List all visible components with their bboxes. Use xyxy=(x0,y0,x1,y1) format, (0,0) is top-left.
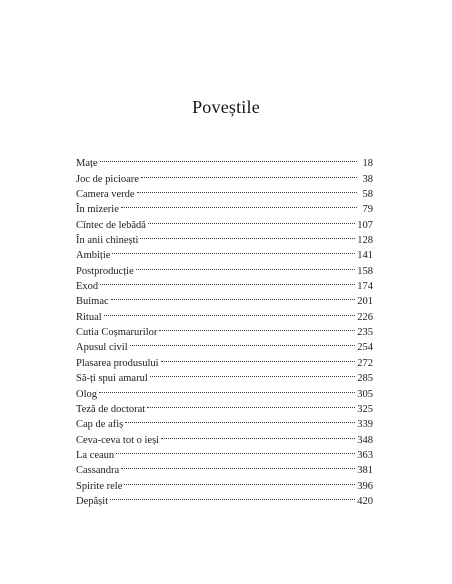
toc-entry xyxy=(76,443,373,461)
toc-entry-title: În anii chinești xyxy=(76,235,139,247)
toc-entry-title: Cutia Coșmarurilor xyxy=(76,327,158,339)
dot-leader xyxy=(146,397,356,412)
toc-entry-title: La ceaun xyxy=(76,449,115,461)
dot-leader xyxy=(135,258,357,273)
dot-leader xyxy=(147,212,356,227)
dot-leader xyxy=(120,197,358,212)
dot-leader xyxy=(109,489,356,504)
toc-entry-page-number: 128 xyxy=(357,235,373,247)
toc-entry-title: Ritual xyxy=(76,311,102,323)
dot-leader xyxy=(124,412,356,427)
toc-entry xyxy=(76,397,373,415)
toc-entry-page-number: 174 xyxy=(357,281,373,293)
toc-entry-title: Exod xyxy=(76,281,99,293)
toc-entry-page-number: 38 xyxy=(362,173,373,185)
dot-leader xyxy=(160,427,356,442)
toc-entry xyxy=(76,212,373,231)
toc-entry-page-number: 254 xyxy=(357,342,373,354)
dot-leader xyxy=(98,381,356,396)
toc-entry xyxy=(76,289,373,308)
dot-leader xyxy=(99,274,356,289)
toc-entry xyxy=(76,197,373,216)
toc-entry-page-number: 272 xyxy=(357,357,373,369)
dot-leader xyxy=(136,182,358,197)
toc-entry-page-number: 396 xyxy=(357,480,373,492)
toc-entry xyxy=(76,381,373,400)
toc-entry xyxy=(76,489,373,507)
toc-entry-page-number: 339 xyxy=(357,419,373,431)
toc-entry-title: Cassandra xyxy=(76,465,120,477)
dot-leader xyxy=(120,458,356,473)
toc-entry-title: Postproducție xyxy=(76,265,134,277)
toc-entry-page-number: 58 xyxy=(362,189,373,201)
toc-entry xyxy=(76,304,373,323)
toc-entry-page-number: 107 xyxy=(357,219,373,231)
toc-entry-title: Olog xyxy=(76,388,97,400)
toc-entry xyxy=(76,473,373,492)
dot-leader xyxy=(123,473,356,488)
dot-leader xyxy=(158,320,356,335)
toc-entry xyxy=(76,151,373,170)
table-of-contents xyxy=(76,151,373,507)
toc-entry-title: Ceva-ceva tot o ieși xyxy=(76,434,160,446)
dot-leader xyxy=(99,151,358,166)
dot-leader xyxy=(140,166,358,181)
toc-entry-page-number: 141 xyxy=(357,250,373,262)
toc-entry-title: Apusul civil xyxy=(76,342,128,354)
toc-entry-title: Buimac xyxy=(76,296,109,308)
toc-entry xyxy=(76,258,373,277)
dot-leader xyxy=(103,304,357,319)
dot-leader xyxy=(149,366,357,381)
toc-entry-title: Depășit xyxy=(76,495,109,507)
dot-leader xyxy=(115,443,356,458)
toc-entry xyxy=(76,243,373,262)
toc-entry xyxy=(76,274,373,293)
toc-entry xyxy=(76,458,373,477)
toc-entry-page-number: 420 xyxy=(357,495,373,507)
toc-entry-page-number: 18 xyxy=(362,158,373,170)
toc-entry xyxy=(76,166,373,185)
dot-leader xyxy=(160,350,357,365)
toc-entry-page-number: 325 xyxy=(357,403,373,415)
toc-entry-page-number: 363 xyxy=(357,449,373,461)
toc-entry-page-number: 285 xyxy=(357,373,373,385)
toc-entry-page-number: 348 xyxy=(357,434,373,446)
toc-entry-page-number: 158 xyxy=(357,265,373,277)
dot-leader xyxy=(139,228,356,243)
toc-entry-title: Cîntec de lebădă xyxy=(76,219,146,231)
dot-leader xyxy=(129,335,357,350)
toc-entry-title: Să-ți spui amarul xyxy=(76,373,148,385)
toc-entry xyxy=(76,320,373,339)
dot-leader xyxy=(110,289,357,304)
toc-entry-page-number: 201 xyxy=(357,296,373,308)
toc-entry-page-number: 226 xyxy=(357,311,373,323)
toc-entry-title: Plasarea produsului xyxy=(76,357,159,369)
toc-entry-page-number: 235 xyxy=(357,327,373,339)
page-title: Poveștile xyxy=(192,97,260,117)
toc-entry-title: Mațe xyxy=(76,158,98,170)
toc-entry-title: Teză de doctorat xyxy=(76,403,146,415)
toc-entry-page-number: 381 xyxy=(357,465,373,477)
toc-entry-title: Cap de afiș xyxy=(76,419,124,431)
dot-leader xyxy=(111,243,356,258)
toc-entry-page-number: 305 xyxy=(357,388,373,400)
toc-entry-page-number: 79 xyxy=(362,204,373,216)
toc-entry-title: Spirite rele xyxy=(76,480,123,492)
toc-entry-title: Joc de picioare xyxy=(76,173,139,185)
toc-entry-title: Camera verde xyxy=(76,189,135,201)
toc-entry-title: În mizerie xyxy=(76,204,119,216)
toc-entry-title: Ambiție xyxy=(76,250,111,262)
